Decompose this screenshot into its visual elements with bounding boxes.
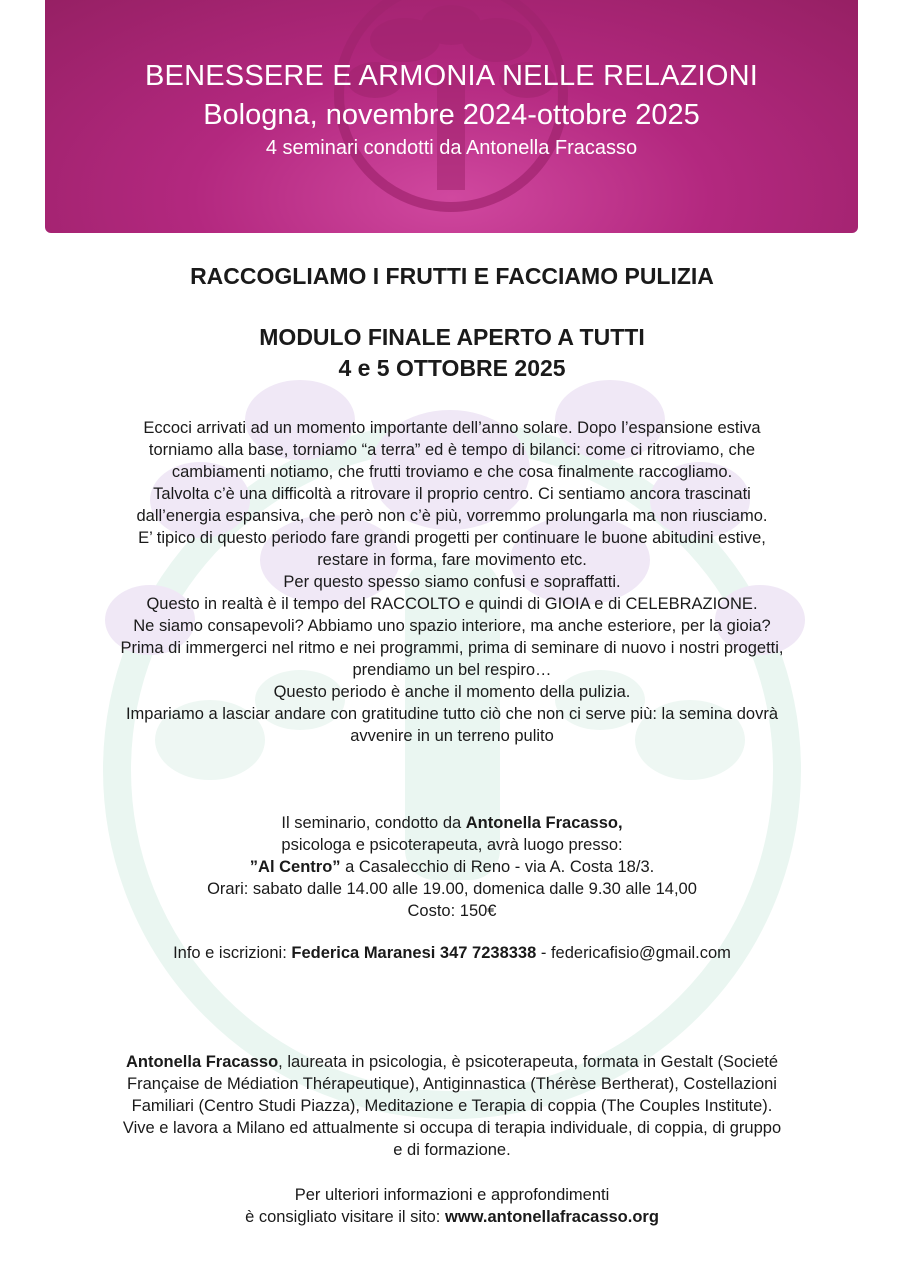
bio-line: Vive e lavora a Milano ed attualmente si occupa di terapia individuale, di coppia, di gruppo xyxy=(122,1119,782,1137)
intro-line: dall’energia espansiva, che però non c’è più, vorremmo prolungarla ma non riusciamo. xyxy=(136,507,768,525)
bio-line: e di formazione. xyxy=(393,1141,511,1159)
bio-paragraph xyxy=(0,1051,904,1161)
intro-line: Per questo spesso siamo confusi e sopraffatti. xyxy=(283,573,621,591)
seminar-cost: Costo: 150€ xyxy=(407,902,497,920)
footer xyxy=(0,1184,904,1228)
website-link[interactable]: www.antonellafracasso.org xyxy=(444,1208,659,1226)
info-contact-line: Info e iscrizioni: Federica Maranesi 347 7238338 - federicafisio@gmail.com xyxy=(173,944,731,962)
module-dates: 4 e 5 OTTOBRE 2025 xyxy=(338,355,566,381)
intro-line: restare in forma, fare movimento etc. xyxy=(317,551,587,569)
intro-line: Impariamo a lasciar andare con gratitudine tutto ciò che non ci serve più: la semina dovrà xyxy=(125,705,779,723)
seminar-details xyxy=(0,812,904,922)
bio-line: Antonella Fracasso, laureata in psicologia, è psicoterapeuta, formata in Gestalt (Societé xyxy=(125,1053,779,1071)
seminar-venue-line xyxy=(0,856,904,878)
seminar-leader-line: Il seminario, condotto da Antonella Fracasso, xyxy=(281,814,623,832)
footer-line: è consigliato visitare il sito: www.antonellafracasso.org xyxy=(245,1208,659,1226)
intro-line: torniamo alla base, torniamo “a terra” ed è tempo di bilanci: come ci ritroviamo, che xyxy=(148,441,756,459)
seminar-hours: Orari: sabato dalle 14.00 alle 19.00, domenica dalle 9.30 alle 14,00 xyxy=(207,880,697,898)
intro-line: Prima di immergerci nel ritmo e nei programmi, prima di seminare di nuovo i nostri progetti, xyxy=(120,639,784,657)
intro-paragraph xyxy=(0,417,904,747)
bio-line: Française de Médiation Thérapeutique), Antiginnastica (Thérèse Bertherat), Costellazioni xyxy=(127,1075,777,1093)
header-title: BENESSERE E ARMONIA NELLE RELAZIONI xyxy=(145,60,758,92)
venue-name: ”Al Centro” xyxy=(249,858,341,876)
bio-line: Familiari (Centro Studi Piazza), Meditazione e Terapia di coppia (The Couples Institute). xyxy=(131,1097,773,1115)
intro-line: cambiamenti notiamo, che frutti troviamo e che cosa finalmente raccogliamo. xyxy=(171,463,733,481)
intro-line: Eccoci arrivati ad un momento importante dell’anno solare. Dopo l’espansione estiva xyxy=(143,419,761,437)
intro-line: avvenire in un terreno pulito xyxy=(350,727,554,745)
header-location-dates: Bologna, novembre 2024-ottobre 2025 xyxy=(203,99,700,131)
footer-line: Per ulteriori informazioni e approfondimenti xyxy=(294,1186,610,1204)
leader-name: Antonella Fracasso, xyxy=(465,814,623,832)
module-heading: MODULO FINALE APERTO A TUTTI xyxy=(259,324,645,350)
intro-line: E’ tipico di questo periodo fare grandi progetti per continuare le buone abitudini estive, xyxy=(138,529,766,547)
bio-name: Antonella Fracasso xyxy=(125,1053,279,1071)
header-banner xyxy=(45,0,858,233)
intro-line: prendiamo un bel respiro… xyxy=(352,661,552,679)
header-subtitle: 4 seminari condotti da Antonella Fracasso xyxy=(265,137,638,159)
intro-line: Talvolta c’è una difficoltà a ritrovare il proprio centro. Ci sentiamo ancora trascinati xyxy=(153,485,751,503)
venue-address: a Casalecchio di Reno - via A. Costa 18/3. xyxy=(340,858,655,876)
page-title: RACCOGLIAMO I FRUTTI E FACCIAMO PULIZIA xyxy=(190,263,714,289)
contact-name-phone: Federica Maranesi 347 7238338 xyxy=(291,944,537,962)
contact-email[interactable]: federicafisio@gmail.com xyxy=(550,944,731,962)
seminar-role-line: psicologa e psicoterapeuta, avrà luogo presso: xyxy=(281,836,623,854)
intro-line: Questo periodo è anche il momento della pulizia. xyxy=(273,683,631,701)
intro-line: Questo in realtà è il tempo del RACCOLTO e quindi di GIOIA e di CELEBRAZIONE. xyxy=(146,595,758,613)
intro-line: Ne siamo consapevoli? Abbiamo uno spazio interiore, ma anche esteriore, per la gioia? xyxy=(133,617,771,635)
